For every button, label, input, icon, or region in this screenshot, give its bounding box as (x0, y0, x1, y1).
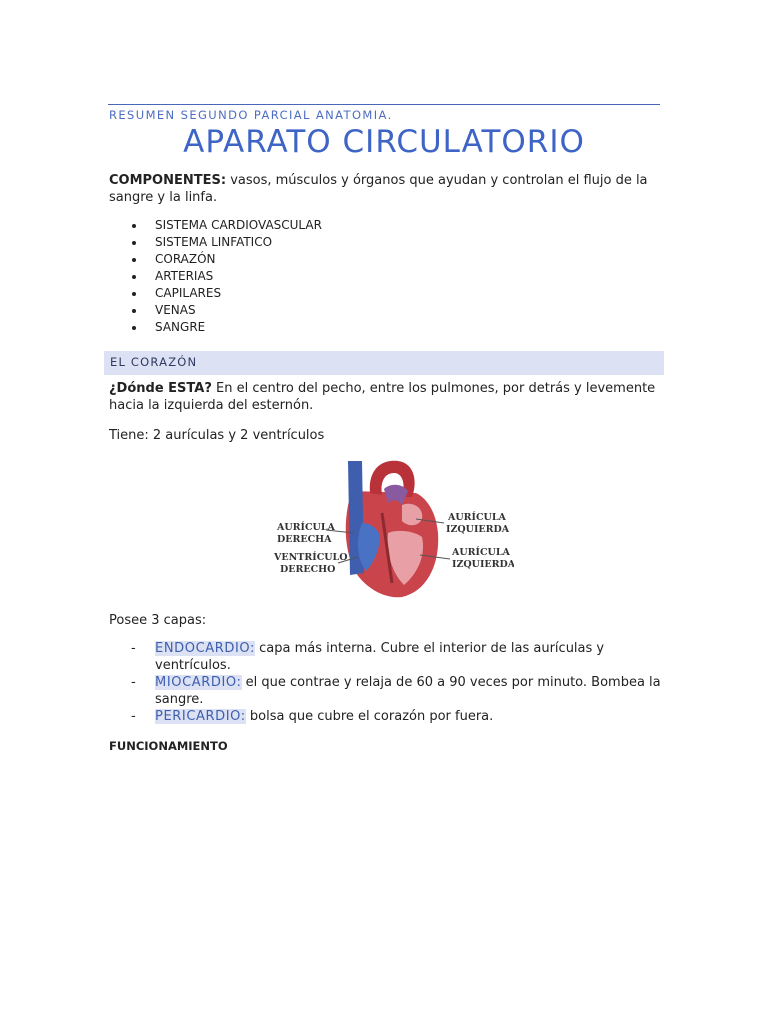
bullet-icon (132, 275, 136, 279)
list-item: SISTEMA LINFATICO (109, 234, 322, 251)
list-item (109, 640, 665, 674)
section-heading-corazon (104, 351, 664, 375)
list-item: CAPILARES (109, 285, 322, 302)
label-auricula-izquierda-1: AURÍCULA (448, 512, 506, 523)
label-ventriculo-derecho-1: VENTRÍCULO (274, 552, 348, 563)
capas-intro: Posee 3 capas: (109, 613, 207, 628)
components-list (109, 217, 322, 336)
componentes-text: vasos, músculos y órganos que ayudan y controlan el flujo de la sangre y la linfa. (109, 173, 648, 205)
section-heading-text: EL CORAZÓN (110, 355, 198, 369)
bullet-icon (132, 258, 136, 262)
list-item: VENAS (109, 302, 322, 319)
dash-icon: - (131, 641, 136, 656)
list-item: ARTERIAS (109, 268, 322, 285)
bullet-icon (132, 309, 136, 313)
label-auricula-derecha-2: DERECHA (277, 534, 332, 545)
heart-diagram (252, 453, 514, 601)
capa-text: el que contrae y relaja de 60 a 90 veces por minuto. Bombea la sangre. (155, 675, 661, 707)
capa-text: capa más interna. Cubre el interior de las aurículas y ventrículos. (155, 641, 605, 673)
capa-name: MIOCARDIO: (155, 675, 242, 690)
bullet-icon (132, 292, 136, 296)
tiene-line: Tiene: 2 aurículas y 2 ventrículos (109, 428, 325, 443)
donde-text: En el centro del pecho, entre los pulmones, por detrás y levemente hacia la izquierda del esternón. (109, 381, 656, 413)
capa-name: PERICARDIO: (155, 709, 246, 724)
capa-text: bolsa que cubre el corazón por fuera. (245, 709, 494, 724)
document-title: APARATO CIRCULATORIO (183, 124, 585, 160)
dash-icon: - (131, 709, 136, 724)
componentes-paragraph (109, 172, 665, 206)
heart-illustration (252, 453, 514, 601)
funcionamiento-heading: FUNCIONAMIENTO (109, 739, 228, 753)
list-item: SANGRE (109, 319, 322, 336)
bullet-icon (132, 326, 136, 330)
dash-icon: - (131, 675, 136, 690)
list-item: CORAZÓN (109, 251, 322, 268)
bullet-icon (132, 241, 136, 245)
list-item: SISTEMA CARDIOVASCULAR (109, 217, 322, 234)
label-auricula-derecha-1: AURÍCULA (277, 522, 335, 533)
bullet-icon (132, 224, 136, 228)
document-subtitle: RESUMEN SEGUNDO PARCIAL ANATOMIA. (109, 108, 393, 122)
label-auricula-izquierda-2: IZQUIERDA (446, 524, 510, 535)
capas-list (109, 640, 665, 725)
label-auricula-izquierda-b2: IZQUIERDA (452, 559, 514, 570)
donde-label: ¿Dónde ESTA? (109, 381, 212, 396)
componentes-label: COMPONENTES: (109, 173, 227, 188)
label-auricula-izquierda-b1: AURÍCULA (452, 547, 510, 558)
list-item (109, 674, 665, 708)
donde-paragraph (109, 380, 665, 414)
capa-name: ENDOCARDIO: (155, 641, 256, 656)
header-rule (108, 104, 660, 105)
label-ventriculo-derecho-2: DERECHO (280, 564, 336, 575)
list-item (109, 708, 665, 725)
